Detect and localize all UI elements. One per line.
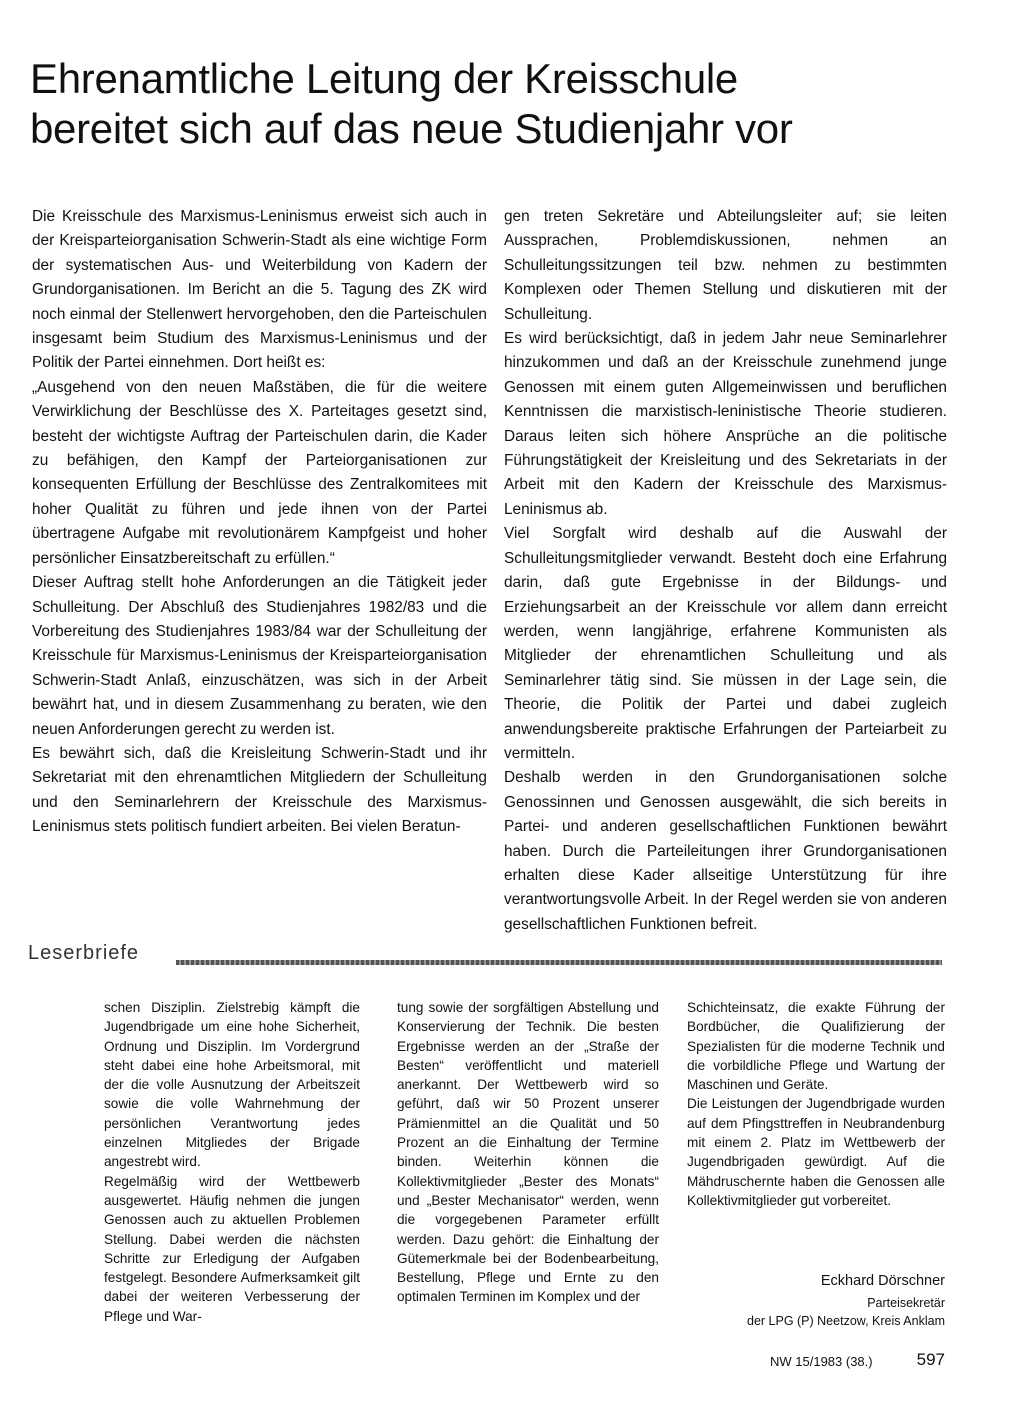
- section-label-leserbriefe: Leserbriefe: [28, 942, 140, 964]
- article-column-right: [504, 205, 947, 937]
- letter-paragraph: Regelmäßig wird der Wettbewerb ausgewertet. Häufig nehmen die jungen Genossen auch zu aktuellen Problemen Stellung. Dabei werden die nächsten Schritte zur Erledigung der Aufgaben festgelegt. Besondere Aufmerksamkeit gilt dabei der weiteren Verbesserung der Pflege und War-: [104, 1173, 360, 1324]
- article-paragraph: Deshalb werden in den Grundorganisationen solche Genossinnen und Genossen ausgewählt, die sich bereits in Partei- und anderen gesellschaftlichen Funktionen bewährt haben. Durch die Parteileitungen ihrer Grundorganisationen erhalten diese Kader allseitige Unterstützung für ihre verantwortungsvolle Arbeit. In der Regel werden sie von anderen gesellschaftlichen Funktionen befreit.: [504, 769, 947, 933]
- article-column-left: [32, 205, 487, 840]
- article-paragraph: Dieser Auftrag stellt hohe Anforderungen an die Tätigkeit jeder Schulleitung. Der Abschluß des Studienjahres 1982/83 und die Vorbereitung des Studienjahres 1983/84 war der Schulleitung der Kreisschule für Marxismus-Leninismus der Kreisparteiorganisation Schwerin-Stadt Anlaß, einzuschätzen, was sich in der Arbeit bewährt hat, und in diesem Zusammenhang zu beraten, wie den neuen Anforderungen gerecht zu werden ist.: [32, 574, 487, 738]
- letter-signature: [687, 1272, 945, 1330]
- issue-reference: NW 15/1983 (38.): [770, 1354, 873, 1369]
- letters-column-1: [104, 998, 360, 1326]
- letter-paragraph: schen Disziplin. Zielstrebig kämpft die Jugendbrigade um eine hohe Sicherheit, Ordnung und Disziplin. Im Vordergrund steht dabei eine hohe Arbeitsmoral, mit der die volle Ausnutzung der Arbeitszeit sowie die volle Wahrnehmung der persönlichen Verantwortung jedes einzelnen Mitgliedes der Brigade angestrebt wird.: [104, 1000, 360, 1170]
- article-paragraph: gen treten Sekretäre und Abteilungsleiter auf; sie leiten Aussprachen, Problemdiskussionen, nehmen an Schulleitungssitzungen teil bzw. nehmen zu bestimmten Komplexen oder Themen Stellung und diskutieren mit der Schulleitung.: [504, 208, 947, 323]
- letters-column-3: [687, 998, 945, 1210]
- article-paragraph: „Ausgehend von den neuen Maßstäben, die für die weitere Verwirklichung der Beschlüsse des X. Parteitages gesetzt sind, besteht der wichtigste Auftrag der Parteischulen darin, die Kader zu befähigen, den Kampf der Parteiorganisationen zur konsequenten Erfüllung der Beschlüsse des Zentralkomitees mit hoher Qualität zu führen und jede ihnen von der Partei übertragene Aufgabe mit revolutionärem Kampfgeist und hoher persönlicher Einsatzbereitschaft zu erfüllen.“: [32, 378, 487, 567]
- letters-column-2: [397, 998, 659, 1307]
- article-paragraph: Die Kreisschule des Marxismus-Leninismus erweist sich auch in der Kreisparteiorganisation Schwerin-Stadt als eine wichtige Form der systematischen Aus- und Weiterbildung von Kadern der Grundorganisationen. Im Bericht an die 5. Tagung des ZK wird noch einmal der Stellenwert hervorgehoben, den die Parteischulen insgesamt beim Studium des Marxismus-Leninismus und der Politik der Partei einnehmen. Dort heißt es:: [32, 208, 487, 372]
- article-paragraph: Es bewährt sich, daß die Kreisleitung Schwerin-Stadt und ihr Sekretariat mit den ehrenamtlichen Mitgliedern der Schulleitung und den Seminarlehrern der Kreisschule des Marxismus-Leninismus stets politisch fundiert arbeiten. Bei vielen Beratun-: [32, 744, 487, 836]
- article-paragraph: Es wird berücksichtigt, daß in jedem Jahr neue Seminarlehrer hinzukommen und daß an der Kreisschule zunehmend junge Genossen mit einem guten Allgemeinwissen und beruflichen Kenntnissen die marxistisch-leninistische Theorie studieren. Daraus leiten sich höhere Ansprüche an die politische Führungstätigkeit der Kreisleitung und des Sekretariats in der Arbeit mit den Kadern der Kreisschule des Marxismus-Leninismus ab.: [504, 330, 947, 518]
- page-number: 597: [916, 1350, 945, 1369]
- signature-name: Eckhard Dörschner: [820, 1273, 945, 1289]
- letter-paragraph: Schichteinsatz, die exakte Führung der Bordbücher, die Qualifizierung der Spezialisten für die moderne Technik und die vorbildliche Pflege und Wartung der Maschinen und Geräte.: [687, 1000, 945, 1093]
- headline-line-2: bereitet sich auf das neue Studienjahr vor: [30, 105, 793, 152]
- letter-paragraph: tung sowie der sorgfältigen Abstellung und Konservierung der Technik. Die besten Ergebnisse werden an der „Straße der Besten“ veröffentlicht und materiell anerkannt. Der Wettbewerb wird so geführt, daß wir 50 Prozent unserer Prämienmittel an die Qualität und 50 Prozent an die Einhaltung der Termine binden. Weiterhin können die Kollektivmitglieder „Bester des Monats“ und „Bester Mechanisator“ werden, wenn die vorgegebenen Parameter erfüllt werden. Dazu gehört: die Einhaltung der Gütemerkmale bei der Bodenbearbeitung, Bestellung, Pflege und Ernte zu den optimalen Terminen im Komplex und der: [397, 1000, 659, 1305]
- signature-affiliation: der LPG (P) Neetzow, Kreis Anklam: [747, 1314, 945, 1328]
- article-headline: [30, 54, 990, 154]
- section-divider: [176, 960, 942, 965]
- letter-paragraph: Die Leistungen der Jugendbrigade wurden auf dem Pfingsttreffen in Neubrandenburg mit einem 2. Platz im Wettbewerb der Jugendbrigaden gewürdigt. Auf die Mähdruschernte haben die Genossen alle Kollektivmitglieder gut vorbereitet.: [687, 1096, 945, 1208]
- signature-role: Parteisekretär: [867, 1296, 945, 1310]
- headline-line-1: Ehrenamtliche Leitung der Kreisschule: [30, 55, 738, 102]
- article-paragraph: Viel Sorgfalt wird deshalb auf die Auswahl der Schulleitungsmitglieder verwandt. Besteht doch eine Erfahrung darin, daß gute Ergebnisse in der Bildungs- und Erziehungsarbeit an der Kreisschule vor allem dann erreicht werden, wenn langjährige, erfahrene Kommunisten als Mitglieder der ehrenamtlichen Schulleitung und als Seminarlehrer tätig sind. Sie müssen in der Lage sein, die Theorie, die Politik der Partei und dabei zugleich anwendungsbereite praktische Erfahrungen der Parteiarbeit zu vermitteln.: [504, 525, 947, 762]
